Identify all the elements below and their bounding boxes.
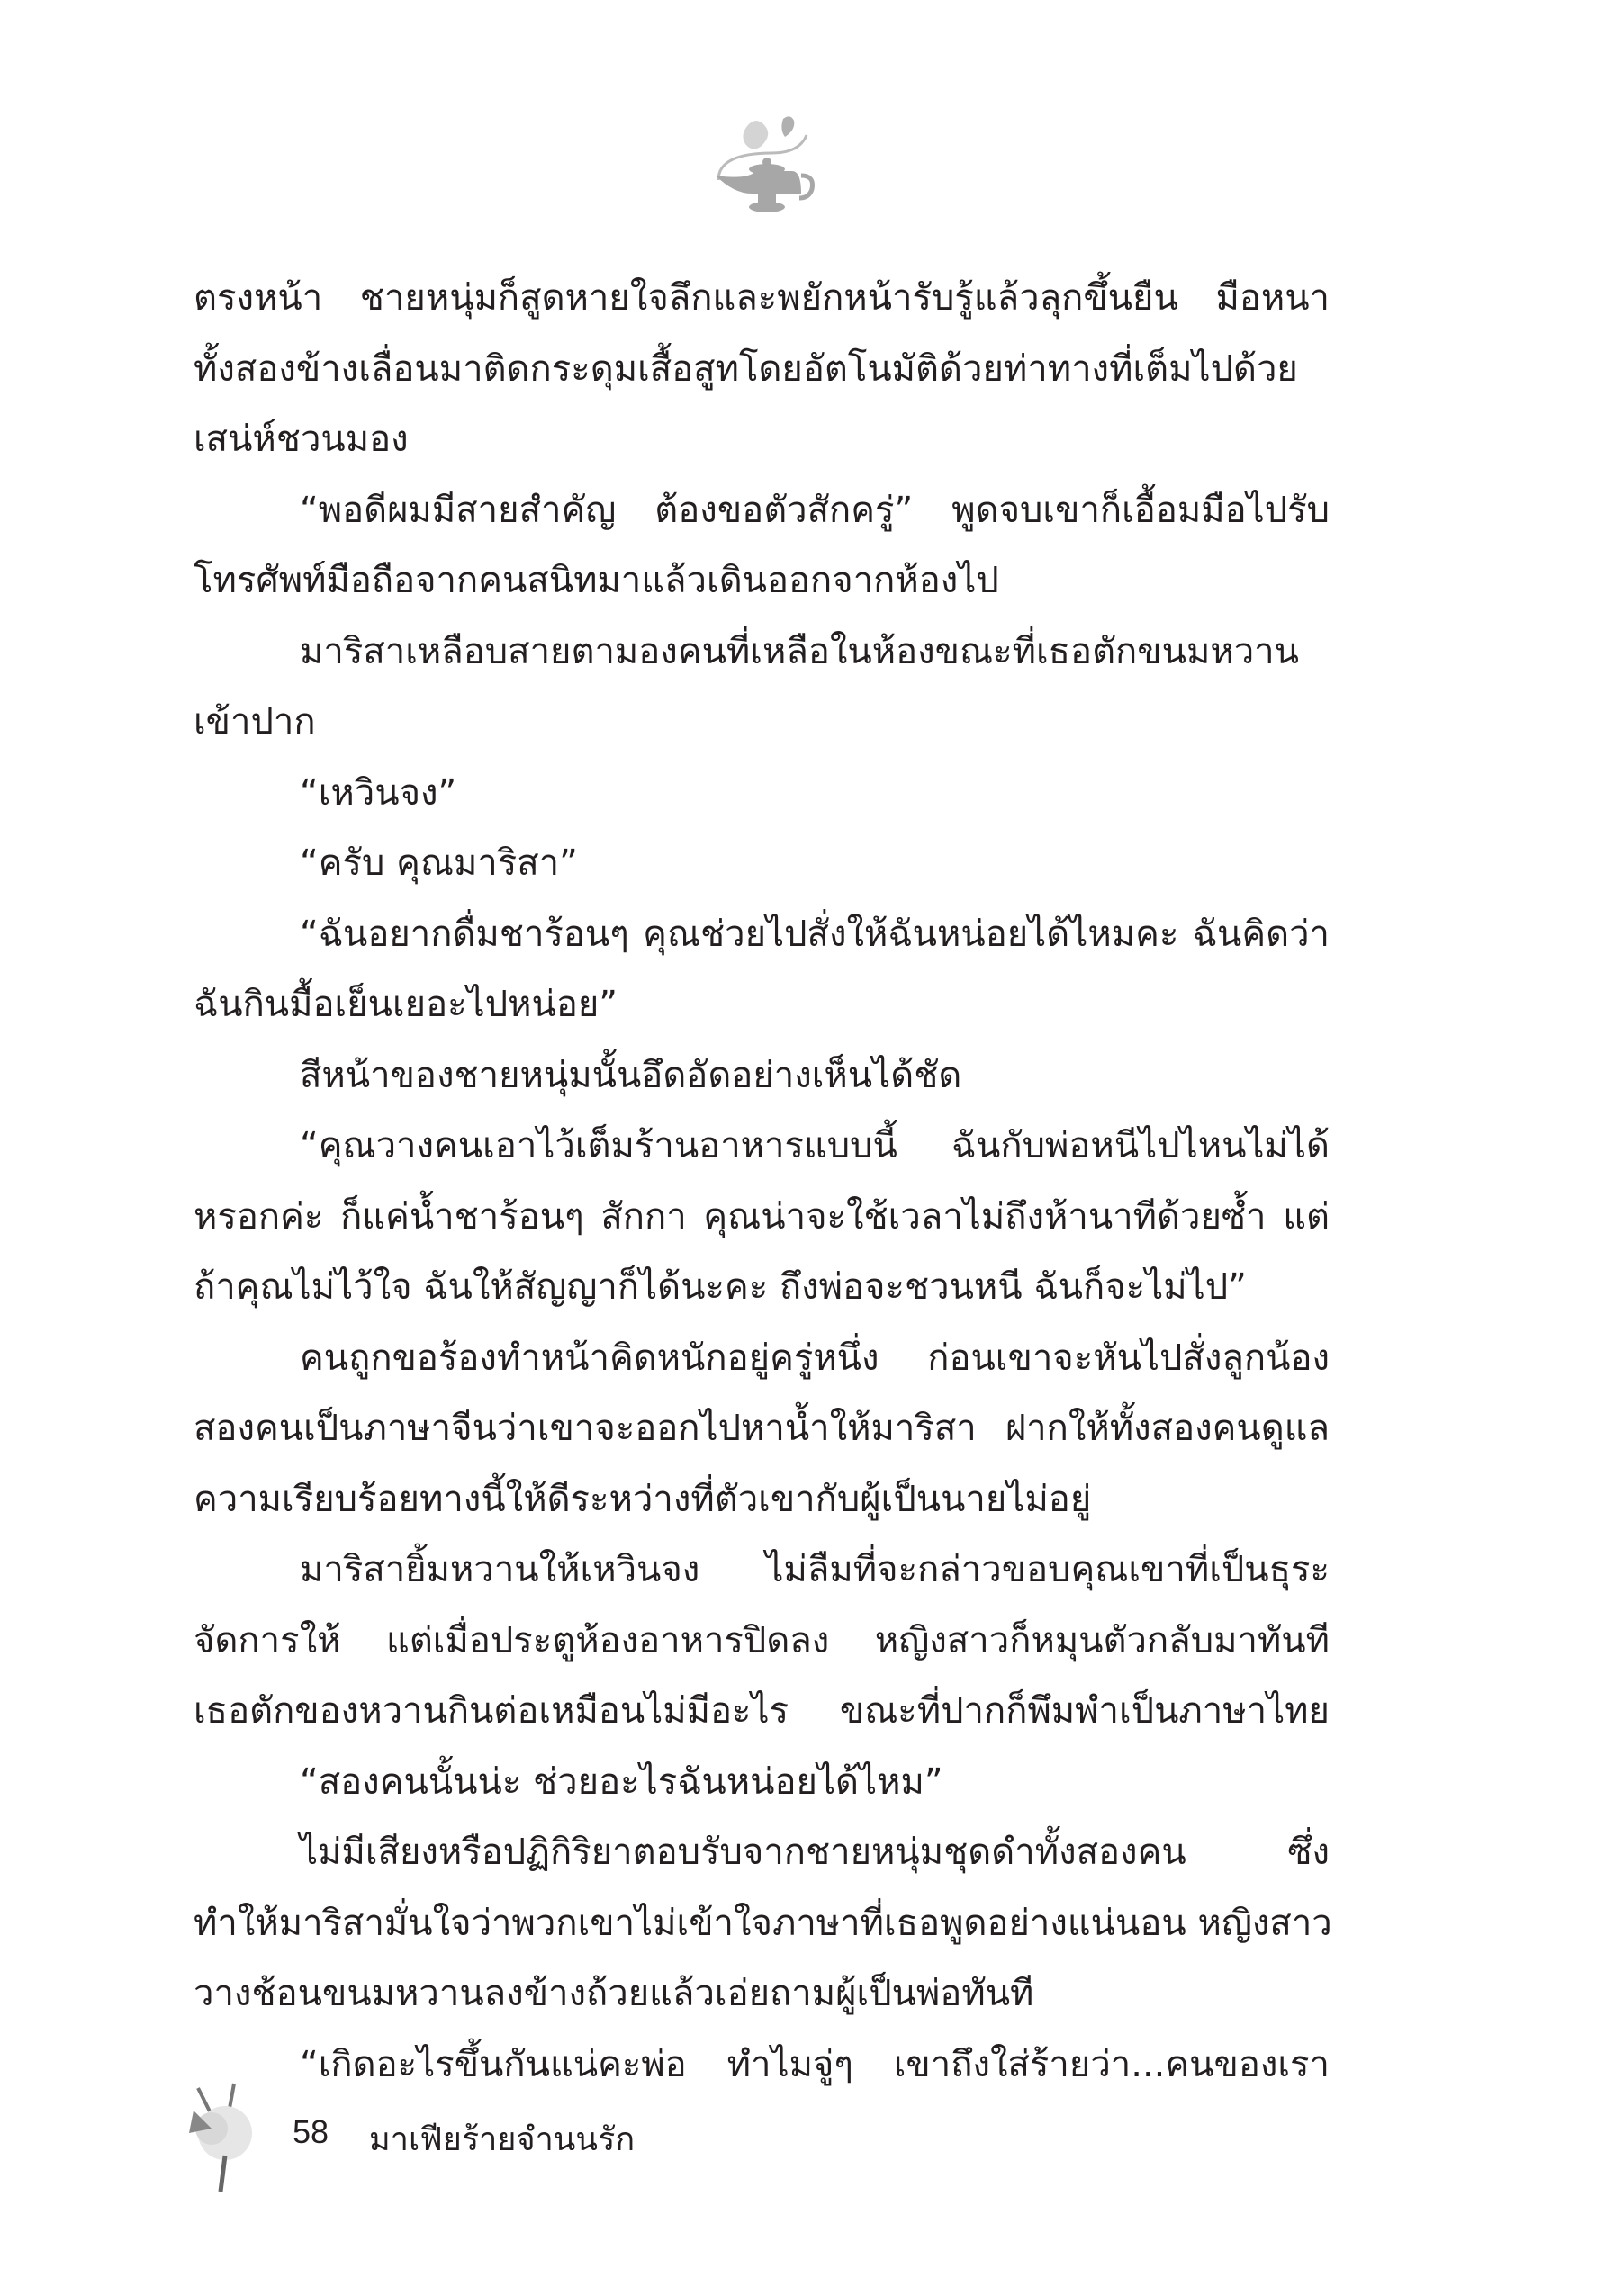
text-line: ไม่มีเสียงหรือปฏิกิริยาตอบรับจากชายหนุ่มชุดดำทั้งสองคน ซึ่ง (300, 1832, 1330, 1873)
text-line: “ฉันอยากดื่มชาร้อนๆ คุณช่วยไปสั่งให้ฉันหน่อยได้ไหมคะ ฉันคิดว่า (300, 913, 1330, 955)
text-line: ทำให้มาริสามั่นใจว่าพวกเขาไม่เข้าใจภาษาที่เธอพูดอย่างแน่นอน หญิงสาว (194, 1902, 1332, 1944)
body-text (194, 263, 1330, 2100)
text-line: ถ้าคุณไม่ไว้ใจ ฉันให้สัญญาก็ได้นะคะ ถึงพ่อจะชวนหนี ฉันก็จะไม่ไป” (194, 1266, 1247, 1308)
text-line: ฉันกินมื้อเย็นเยอะไปหน่อย” (194, 984, 618, 1025)
text-line: ความเรียบร้อยทางนี้ให้ดีระหว่างที่ตัวเขากับผู้เป็นนายไม่อยู่ (194, 1478, 1092, 1520)
text-line: “เกิดอะไรขึ้นกันแน่คะพ่อ ทำไมจู่ๆ เขาถึงใส่ร้ายว่า...คนของเรา (300, 2043, 1330, 2085)
text-line: หรอกค่ะ ก็แค่น้ำชาร้อนๆ สักกา คุณน่าจะใช้เวลาไม่ถึงห้านาทีด้วยซ้ำ แต่ (194, 1195, 1330, 1238)
text-line: “ครับ คุณมาริสา” (300, 842, 578, 884)
text-line: มาริสายิ้มหวานให้เหวินจง ไม่ลืมที่จะกล่าวขอบคุณเขาที่เป็นธุระ (300, 1549, 1330, 1590)
teapot-ornament-icon (711, 108, 819, 221)
text-line: “คุณวางคนเอาไว้เต็มร้านอาหารแบบนี้ ฉันกับพ่อหนีไปไหนไม่ได้ (300, 1125, 1330, 1166)
text-line: “สองคนนั้นน่ะ ช่วยอะไรฉันหน่อยได้ไหม” (300, 1760, 943, 1803)
text-line: คนถูกขอร้องทำหน้าคิดหนักอยู่ครู่หนึ่ง ก่อนเขาจะหันไปสั่งลูกน้อง (300, 1337, 1330, 1379)
text-line: เสน่ห์ชวนมอง (194, 419, 409, 460)
text-line: สองคนเป็นภาษาจีนว่าเขาจะออกไปหาน้ำให้มาริสา ฝากให้ทั้งสองคนดูแล (194, 1408, 1330, 1449)
book-title: มาเฟียร้ายจำนนรัก (369, 2121, 636, 2158)
text-line: จัดการให้ แต่เมื่อประตูห้องอาหารปิดลง หญิงสาวก็หมุนตัวกลับมาทันที (194, 1619, 1330, 1661)
text-line: เข้าปาก (194, 701, 316, 743)
text-line: สีหน้าของชายหนุ่มนั้นอึดอัดอย่างเห็นได้ชัด (300, 1054, 962, 1096)
page-number: 58 (293, 2113, 329, 2150)
text-line: วางช้อนขนมหวานลงข้างถ้วยแล้วเอ่ยถามผู้เป็นพ่อทันที (194, 1973, 1034, 2014)
text-line: “พอดีผมมีสายสำคัญ ต้องขอตัวสักครู่” พูดจบเขาก็เอื้อมมือไปรับ (300, 489, 1330, 531)
flower-ornament-icon (176, 2079, 275, 2196)
text-line: มาริสาเหลือบสายตามองคนที่เหลือในห้องขณะที่เธอตักขนมหวาน (300, 630, 1299, 672)
text-line: โทรศัพท์มือถือจากคนสนิทมาแล้วเดินออกจากห้องไป (194, 560, 999, 601)
text-line: ทั้งสองข้างเลื่อนมาติดกระดุมเสื้อสูทโดยอัตโนมัติด้วยท่าทางที่เต็มไปด้วย (194, 347, 1298, 390)
text-line: เธอตักของหวานกินต่อเหมือนไม่มีอะไร ขณะที่ปากก็พึมพำเป็นภาษาไทย (194, 1690, 1330, 1732)
text-line: ตรงหน้า ชายหนุ่มก็สูดหายใจลึกและพยักหน้ารับรู้แล้วลุกขึ้นยืน มือหนา (194, 277, 1330, 319)
page-footer (176, 2079, 716, 2196)
text-line: “เหวินจง” (300, 771, 457, 814)
